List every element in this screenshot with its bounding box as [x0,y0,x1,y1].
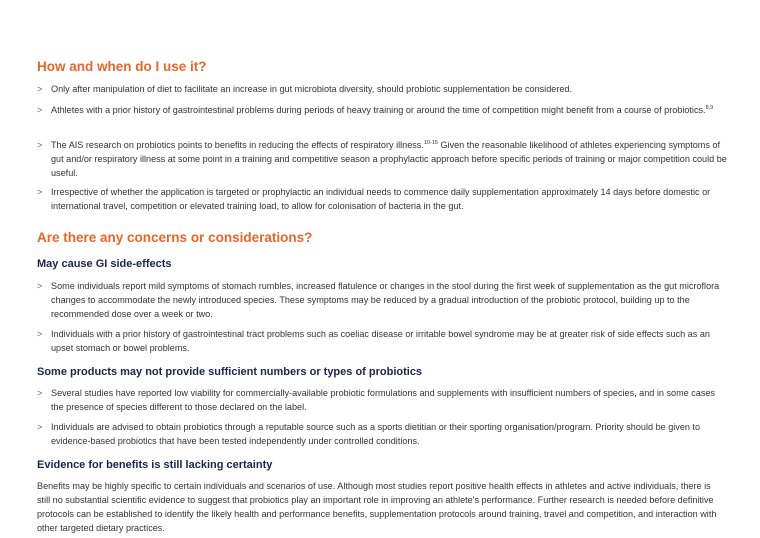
list-item-text: Several studies have reported low viability for commercially-available probiotic formulations and supplements with insufficient numbers of species, and in some cases the presence of species different to those declared on the label. [51,388,715,412]
subsection-heading-products: Some products may not provide sufficient numbers or types of probiotics [37,366,423,378]
list-item-text: The AIS research on probiotics points to benefits in reducing the effects of respiratory illness.$^{10-15}$ Given the reasonable likelihood of athletes experiencing symptoms of gut and/or respiratory illness at some point in a training and competitive season a prophylactic approach before specific periods of training or major competition could be useful. [51,139,727,178]
citation: 10-15 [423,139,438,146]
subsection-heading-evidence: Evidence for benefits is still lacking certainty [37,459,273,471]
bullet-marker: > [37,329,43,339]
list-item-text: Only after manipulation of diet to facilitate an increase in gut microbiota diversity, should probiotic supplementation be considered. [51,84,572,94]
bullet-marker: > [37,187,43,197]
subsection-heading-gi: May cause GI side-effects [37,258,172,270]
bullet-marker: > [37,422,43,432]
list-item [37,386,727,414]
bullet-marker: > [37,140,43,150]
citation: 8,9 [705,104,714,111]
list-item-text: Athletes with a prior history of gastrointestinal problems during periods of heavy training or around the time of competition might benefit from a course of probiotics.$^{8,9}$ [51,104,714,115]
bullet-marker: > [37,105,43,115]
list-item [37,279,727,321]
bullet-marker: > [37,281,43,291]
list-item [37,327,727,355]
section-heading-concerns: Are there any concerns or considerations? [37,230,313,245]
bullet-marker: > [37,84,43,94]
section-heading-usage: How and when do I use it? [37,59,207,74]
list-item [37,420,727,448]
evidence-paragraph: Benefits may be highly specific to certain individuals and scenarios of use. Although most studies report positive health effects in athletes and active individuals, there is still no substantial scientific evidence to suggest that probiotics play an important role in improving an athlete's performance. Further research is needed before definitive protocols can be established to identify the likely health and performance benefits, supplementation protocols around training, travel and competition, and interaction with other targeted dietary practices. [37,481,717,533]
list-item [37,138,727,180]
bullet-marker: > [37,388,43,398]
list-item-text: Individuals with a prior history of gastrointestinal tract problems such as coeliac disease or irritable bowel syndrome may be at greater risk of side effects such as an upset stomach or bowel problems. [51,329,710,353]
list-item [37,185,727,213]
list-item-text: Individuals are advised to obtain probiotics through a reputable source such as a sports dietitian or their sporting organisation/program. Priority should be given to evidence-based probiotics that have been tested independently under controlled conditions. [51,422,701,446]
list-item [37,82,727,96]
list-item-text: Some individuals report mild symptoms of stomach rumbles, increased flatulence or changes in the stool during the first week of supplementation as the gut microflora changes to accommodate the newly introduced species. These symptoms may be reduced by a gradual introduction of the probiotic protocol, building up to the recommended dose over a week or two. [51,281,720,319]
list-item-text: Irrespective of whether the application is targeted or prophylactic an individual needs to commence daily supplementation approximately 14 days before domestic or international travel, competition or elevated training load, to allow for colonisation of bacteria in the gut. [51,187,711,211]
list-item [37,103,727,117]
